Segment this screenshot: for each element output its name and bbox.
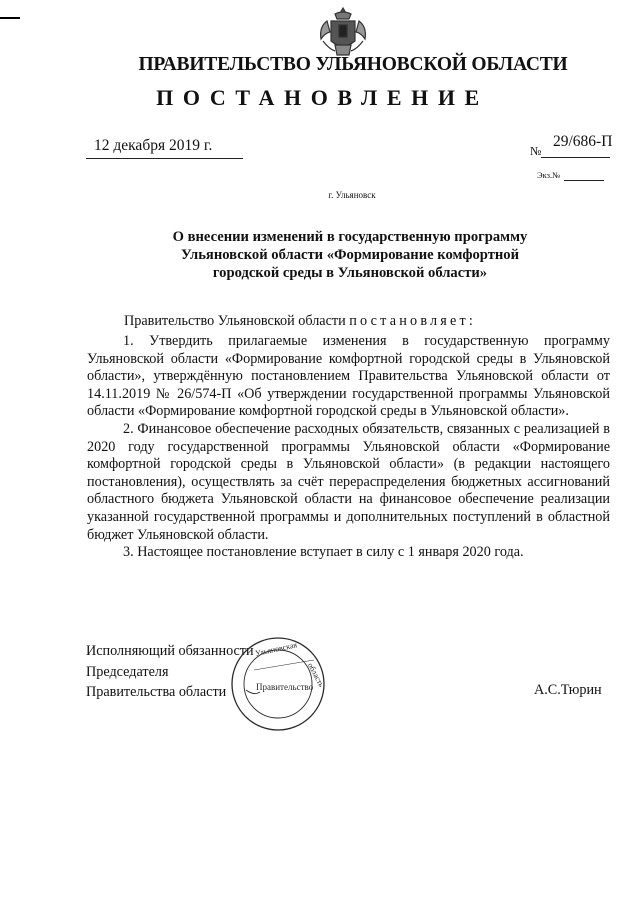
preamble-verb: постановляет: <box>349 313 477 329</box>
signer-line: Исполняющий обязанности <box>86 643 254 659</box>
paragraph-1: 1. Утвердить прилагаемые изменения в государственную программу Ульяновской области «Формирование комфортной городской среды в Ульяновской области», утверждённую постановлением Правительства Ульяновской области от 14.11.2019 № 26/574-П «Об утверждении государственной программы Ульяновской области «Формирование комфортной городской среды в Ульяновской области». <box>87 333 610 420</box>
subject-line: О внесении изменений в государственную программу <box>172 229 528 245</box>
subject-line: городской среды в Ульяновской области» <box>212 265 488 282</box>
preamble <box>124 313 476 330</box>
paragraph-3: 3. Настоящее постановление вступает в силу с 1 января 2020 года. <box>123 544 524 561</box>
corner-mark <box>0 17 20 19</box>
organization-title: ПРАВИТЕЛЬСТВО УЛЬЯНОВСКОЙ ОБЛАСТИ <box>138 54 568 75</box>
number-underline <box>541 157 610 158</box>
signer-line: Правительства области <box>86 684 227 701</box>
official-stamp-icon <box>224 630 330 734</box>
copy-number-label: Экз.№ <box>537 170 561 180</box>
document-body <box>87 333 610 562</box>
coat-of-arms-icon <box>313 5 373 59</box>
preamble-text: Правительство Ульяновской области <box>124 313 350 329</box>
svg-text:Ульяновская: Ульяновская <box>254 640 298 658</box>
paragraph-2: 2. Финансовое обеспечение расходных обязательств, связанных с реализацией в 2020 году государственной программы Ульяновской области «Формирование комфортной городской среды в Ульяновской области» (в редакции настоящего постановления), осуществлять за счёт перераспределения бюджетных ассигнований областного бюджета Ульяновской области на финансовое обеспечение реализации указанной государственной программы и дополнительных поступлений в областной бюджет Ульяновской области. <box>87 420 610 543</box>
city: г. Ульяновск <box>328 190 376 200</box>
document-type-title: ПОСТАНОВЛЕНИЕ <box>156 85 489 110</box>
number-label: № <box>530 144 542 158</box>
date-underline <box>86 158 243 159</box>
document-number: 29/686-П <box>553 133 613 150</box>
copy-number-underline <box>564 180 604 181</box>
signer-name: А.С.Тюрин <box>534 682 602 698</box>
signer-line: Председателя <box>86 663 169 680</box>
svg-text:Правительство: Правительство <box>256 682 314 692</box>
subject-line: Ульяновской области «Формирование комфортной <box>180 247 520 264</box>
document-date: 12 декабря 2019 г. <box>94 137 213 154</box>
svg-text:область: область <box>305 661 327 689</box>
document-subject <box>130 228 570 283</box>
